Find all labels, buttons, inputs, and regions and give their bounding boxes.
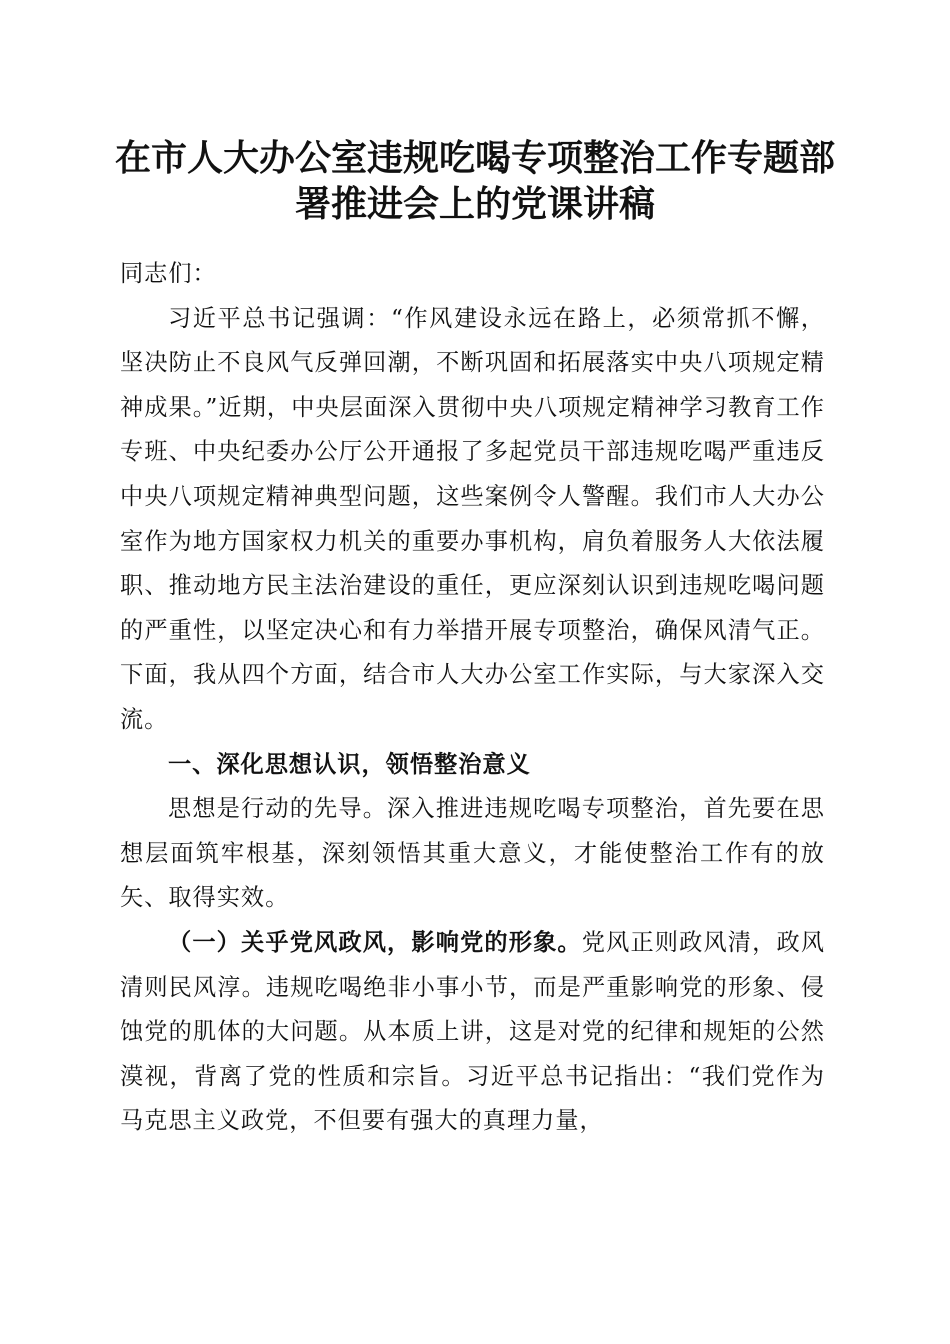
- title-line-2: 署推进会上的党课讲稿: [294, 183, 655, 225]
- subsection-1-text: 党风正则政风清，政风清则民风淳。违规吃喝绝非小事小节，而是严重影响党的形象、侵蚀党的肌体的大问题。从本质上讲，这是对党的纪律和规矩的公然漠视，背离了党的性质和宗旨。习近平总书记指出：“我们党作为马克思主义政党，不但要有强大的真理力量，: [120, 928, 826, 1135]
- subsection-1-lead: （一）关乎党风政风，影响党的形象。: [168, 928, 582, 956]
- section-heading-1: 一、深化思想认识，领悟整治意义: [168, 750, 531, 778]
- document-title: [110, 135, 840, 227]
- document-body: [120, 252, 825, 1144]
- title-line-1: 在市人大办公室违规吃喝专项整治工作专题部: [114, 137, 835, 179]
- salutation: 同志们：: [120, 260, 217, 287]
- paragraph-intro: 习近平总书记强调：“作风建设永远在路上，必须常抓不懈，坚决防止不良风气反弹回潮，不断巩固和拓展落实中央八项规定精神成果。”近期，中央层面深入贯彻中央八项规定精神学习教育工作专班、中央纪委办公厅公开通报了多起党员干部违规吃喝严重违反中央八项规定精神典型问题，这些案例令人警醒。我们市人大办公室作为地方国家权力机关的重要办事机构，肩负着服务人大依法履职、推动地方民主法治建设的重任，更应深刻认识到违规吃喝问题的严重性，以坚定决心和有力举措开展专项整治，确保风清气正。下面，我从四个方面，结合市人大办公室工作实际，与大家深入交流。: [120, 304, 825, 733]
- paragraph-section-1: 思想是行动的先导。深入推进违规吃喝专项整治，首先要在思想层面筑牢根基，深刻领悟其重大意义，才能使整治工作有的放矢、取得实效。: [120, 795, 825, 912]
- paragraph-subsection-1: [120, 921, 825, 1144]
